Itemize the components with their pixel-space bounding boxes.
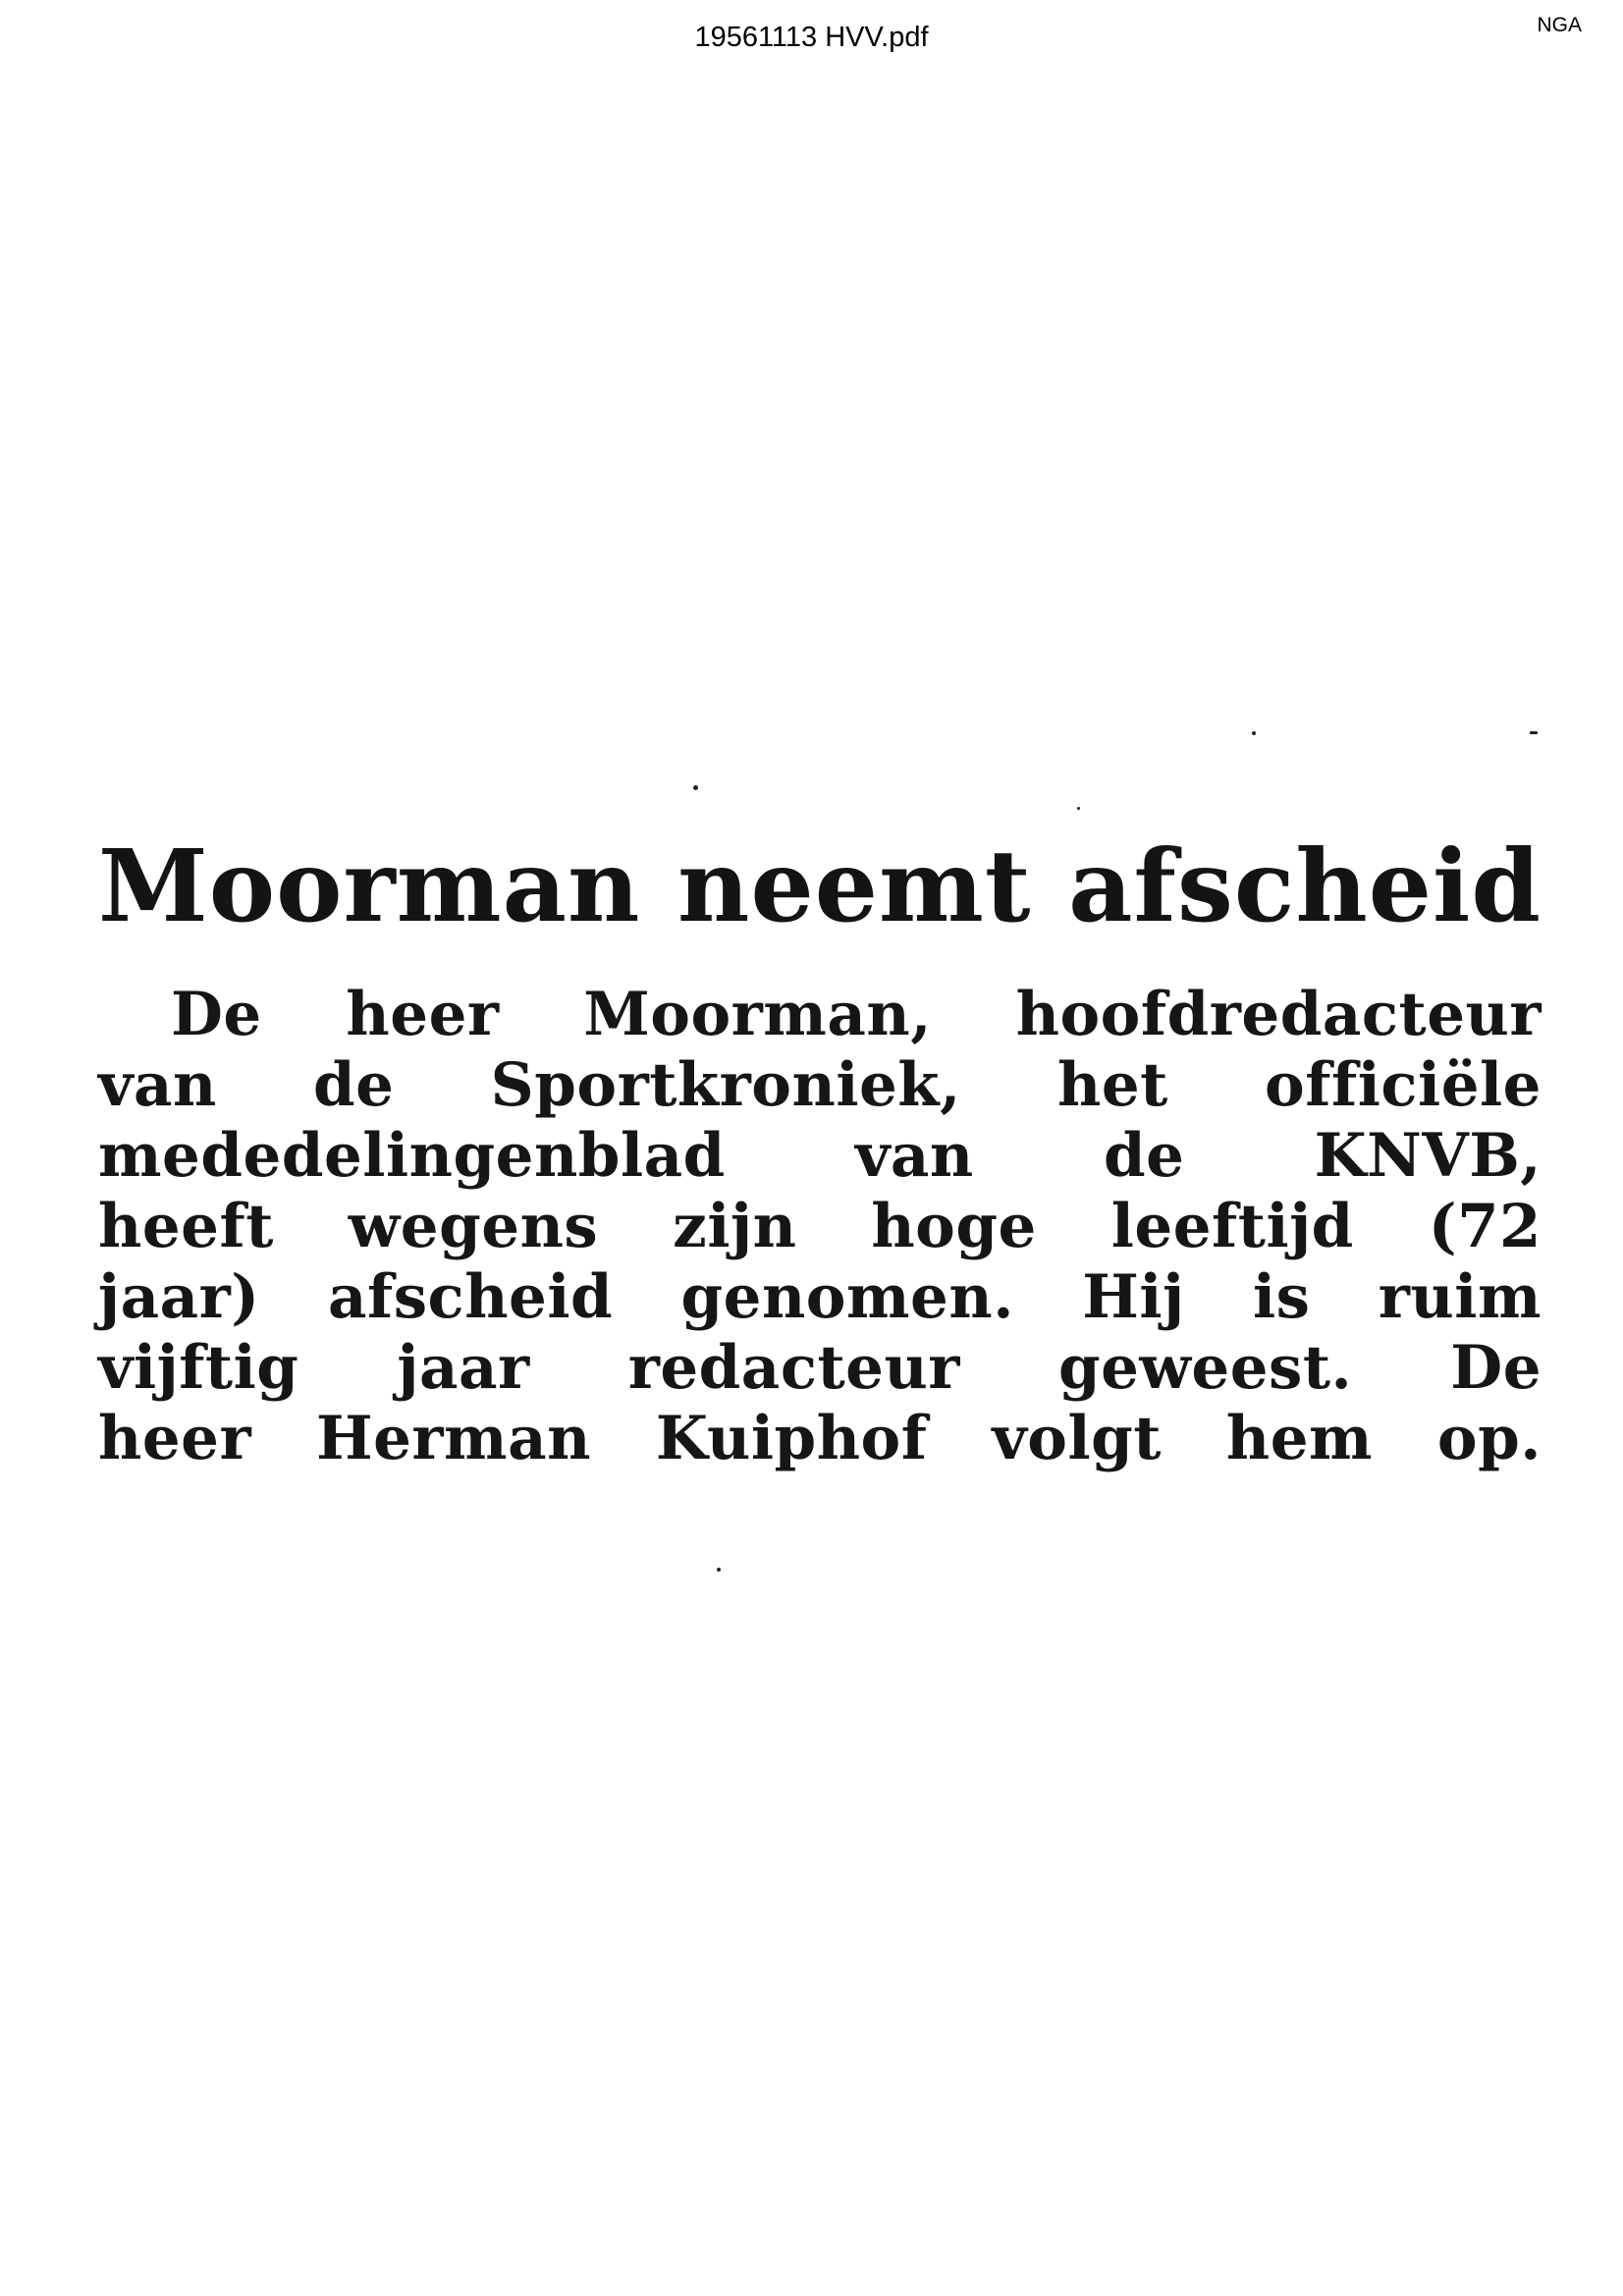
- article-body: [98, 980, 1542, 1474]
- article-line: mededelingenblad van de KNVB,: [98, 1121, 1542, 1191]
- document-title: 19561113 HVV.pdf: [694, 22, 929, 53]
- article-line: jaar) afscheid genomen. Hij is ruim: [98, 1262, 1542, 1332]
- scan-speck: [693, 785, 698, 790]
- article-line: heeft wegens zijn hoge leeftijd (72: [98, 1192, 1542, 1261]
- article-line: vijftig jaar redacteur geweest. De: [98, 1333, 1542, 1403]
- scan-speck: [1252, 731, 1256, 735]
- scan-speck: [1077, 807, 1080, 810]
- article-line: De heer Moorman, hoofdredacteur: [171, 980, 1542, 1049]
- article-line: heer Herman Kuiphof volgt hem op.: [98, 1404, 1542, 1473]
- article-line: van de Sportkroniek, het officiële: [98, 1050, 1542, 1120]
- article-headline: Moorman neemt afscheid: [98, 828, 1542, 944]
- document-tag: NGA: [1537, 14, 1582, 36]
- newspaper-clipping: [98, 823, 1542, 1569]
- scan-speck: [1530, 731, 1538, 734]
